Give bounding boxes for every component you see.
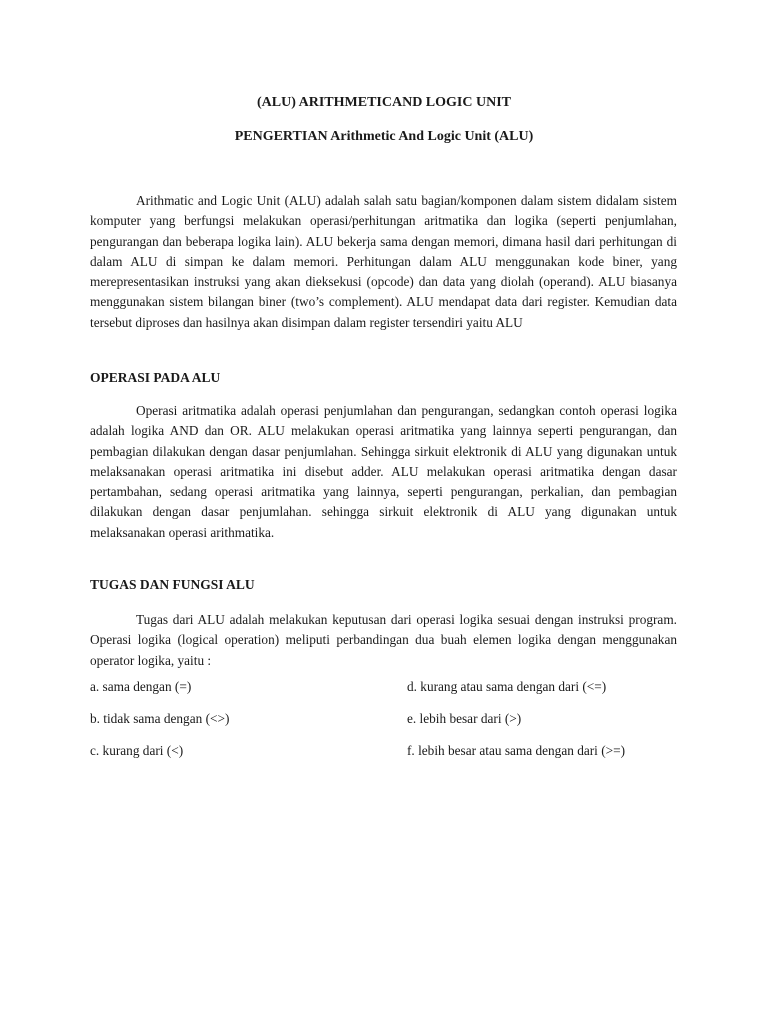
operasi-paragraph: Operasi aritmatika adalah operasi penjumlahan dan pengurangan, sedangkan contoh operasi logika adalah logika AND dan OR. ALU melakukan operasi aritmatika yang lainnya seperti pengurangan, dan pembagian dilakukan dengan dasar penjumlahan. Sehingga sirkuit elektronik di ALU yang digunakan untuk melaksanakan operasi aritmatika ini disebut adder. ALU melakukan operasi aritmatika dengan dasar pertambahan, sedang operasi aritmatika yang lainnya, seperti pengurangan, perkalian, dan pembagian dilakukan dengan dasar penjumlahan. sehingga sirkuit elektronik di ALU yang digunakan untuk melaksanakan operasi arithmatika. bbox=[90, 403, 677, 540]
section-heading-operasi: OPERASI PADA ALU bbox=[90, 370, 221, 385]
tugas-paragraph: Tugas dari ALU adalah melakukan keputusan dari operasi logika sesuai dengan instruksi program. Operasi logika (logical operation) meliputi perbandingan dua buah elemen logika dengan menggunakan operator logika, yaitu : bbox=[90, 612, 677, 668]
operator-item-c: c. kurang dari (<) bbox=[90, 743, 184, 758]
operator-item-f: f. lebih besar atau sama dengan dari (>=) bbox=[407, 743, 626, 758]
document-title: (ALU) ARITHMETICAND LOGIC UNIT bbox=[257, 95, 511, 110]
operator-item-d: d. kurang atau sama dengan dari (<=) bbox=[407, 679, 607, 694]
operator-item-a: a. sama dengan (=) bbox=[90, 679, 192, 694]
section-heading-tugas: TUGAS DAN FUNGSI ALU bbox=[90, 577, 255, 592]
document-subtitle: PENGERTIAN Arithmetic And Logic Unit (ALU) bbox=[234, 129, 534, 144]
operator-item-e: e. lebih besar dari (>) bbox=[407, 711, 522, 726]
intro-paragraph: Arithmatic and Logic Unit (ALU) adalah salah satu bagian/komponen dalam sistem didalam sistem komputer yang berfungsi melakukan operasi/perhitungan aritmatika dan logika (seperti penjumlahan, pengurangan dan beberapa logika lain). ALU bekerja sama dengan memori, dimana hasil dari perhitungan di dalam ALU di simpan ke dalam memori. Perhitungan dalam ALU menggunakan kode biner, yang merepresentasikan instruksi yang akan dieksekusi (opcode) dan data yang diolah (operand). ALU biasanya menggunakan sistem bilangan biner (two’s complement). ALU mendapat data dari register. Kemudian data tersebut diproses dan hasilnya akan disimpan dalam register tersendiri yaitu ALU bbox=[90, 193, 677, 330]
operator-item-b: b. tidak sama dengan (<>) bbox=[90, 711, 230, 726]
